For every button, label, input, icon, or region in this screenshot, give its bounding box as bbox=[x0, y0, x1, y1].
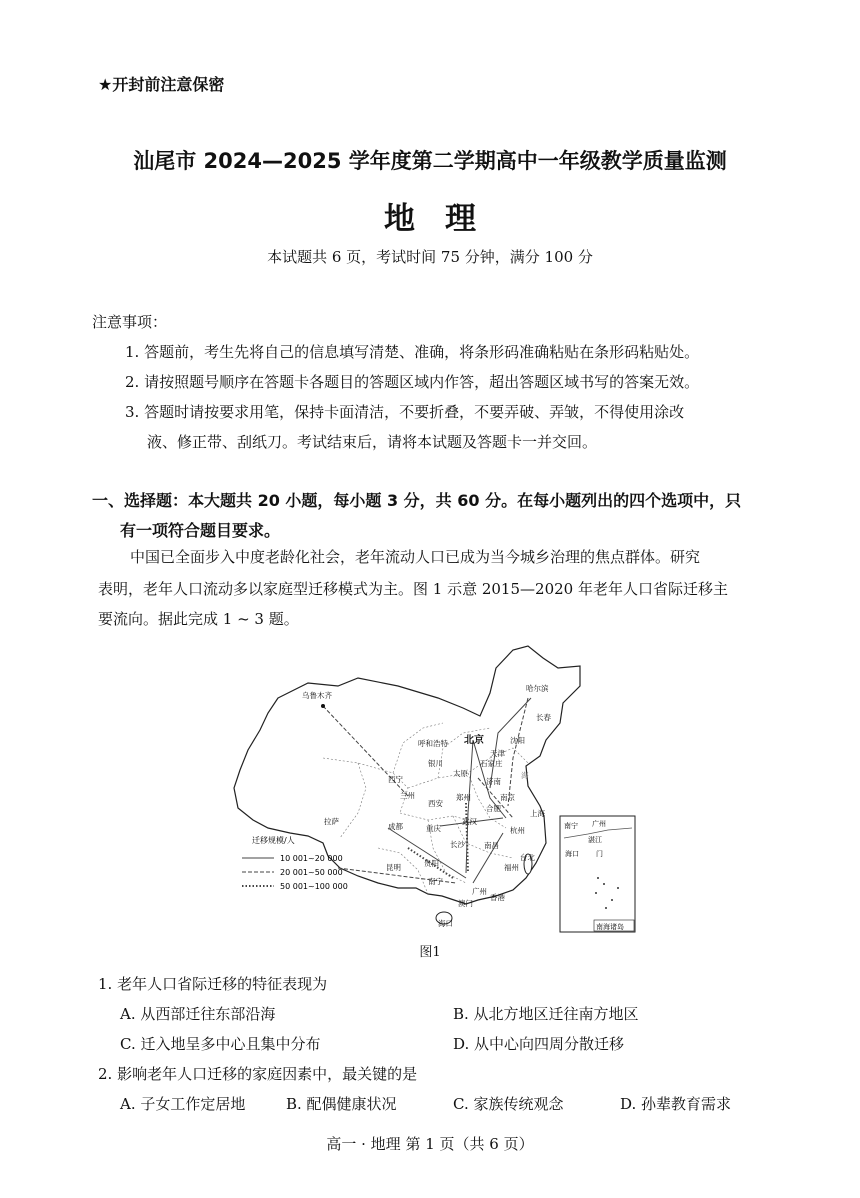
city-hohhot: 呼和浩特 bbox=[418, 739, 448, 748]
city-macao: 澳门 bbox=[458, 899, 473, 908]
exam-title: 汕尾市 2024—2025 学年度第二学期高中一年级教学质量监测 bbox=[133, 149, 727, 173]
city-shenyang: 沈阳 bbox=[510, 736, 525, 745]
city-chengdu: 成都 bbox=[388, 822, 403, 831]
city-nanning: 南宁 bbox=[428, 877, 443, 886]
legend-item-1: 10 001~20 000 bbox=[280, 854, 343, 863]
material-line-3: 要流向。据此完成 1 ~ 3 题。 bbox=[98, 610, 299, 628]
city-xining: 西宁 bbox=[388, 775, 403, 784]
secret-mark: ★开封前注意保密 bbox=[98, 75, 225, 94]
note-item-1: 1. 答题前，考生先将自己的信息填写清楚、准确，将条形码准确粘贴在条形码粘贴处。 bbox=[125, 343, 700, 361]
legend-title: 迁移规模/人 bbox=[252, 836, 295, 845]
inset-title: 南海诸岛 bbox=[596, 923, 624, 931]
page-footer: 高一 · 地理 第 1 页（共 6 页） bbox=[326, 1135, 534, 1153]
legend-item-3: 50 001~100 000 bbox=[280, 882, 348, 891]
city-hefei: 合肥 bbox=[486, 804, 501, 813]
section-title-line1: 一、选择题：本大题共 20 小题，每小题 3 分，共 60 分。在每小题列出的四个选项中，只 bbox=[92, 491, 742, 510]
city-guiyang: 贵阳 bbox=[424, 859, 439, 868]
migration-map bbox=[228, 638, 638, 935]
city-lanzhou: 兰州 bbox=[400, 791, 415, 800]
question-2-option-d[interactable]: D. 孙辈教育需求 bbox=[620, 1095, 732, 1113]
city-guangzhou: 广州 bbox=[472, 887, 487, 896]
south-china-sea-inset bbox=[560, 816, 635, 932]
section-title bbox=[92, 486, 741, 546]
city-urumqi: 乌鲁木齐 bbox=[302, 691, 332, 700]
city-changsha: 长沙 bbox=[450, 840, 465, 849]
question-2-option-a[interactable]: A. 子女工作定居地 bbox=[120, 1095, 246, 1113]
inset-guangzhou: 广州 bbox=[592, 820, 606, 828]
city-hongkong: 香港 bbox=[490, 893, 505, 902]
city-yinchuan: 银川 bbox=[428, 759, 443, 768]
inset-zhanjiang: 湛江 bbox=[588, 836, 602, 844]
city-nanchang: 南昌 bbox=[484, 841, 499, 850]
city-hangzhou: 杭州 bbox=[510, 826, 525, 835]
city-tianjin: 天津 bbox=[490, 749, 505, 758]
material-line-2: 表明，老年人口流动多以家庭型迁移模式为主。图 1 示意 2015—2020 年老年人口省际迁移主 bbox=[98, 580, 728, 598]
question-1-option-c[interactable]: C. 迁入地呈多中心且集中分布 bbox=[120, 1035, 321, 1053]
city-lhasa: 拉萨 bbox=[324, 817, 339, 826]
inset-haikou: 海口 bbox=[565, 850, 579, 858]
city-taiyuan: 太原 bbox=[453, 769, 468, 778]
question-1-option-a[interactable]: A. 从西部迁往东部沿海 bbox=[120, 1005, 276, 1023]
note-item-3-cont: 液、修正带、刮纸刀。考试结束后，请将本试题及答题卡一并交回。 bbox=[147, 433, 598, 451]
inset-men: 门 bbox=[596, 850, 603, 858]
note-item-3: 3. 答题时请按要求用笔，保持卡面清洁，不要折叠，不要弄破、弄皱，不得使用涂改 bbox=[125, 403, 685, 421]
city-kunming: 昆明 bbox=[386, 863, 401, 872]
sea-label: 海 bbox=[521, 771, 529, 780]
city-shanghai: 上海 bbox=[530, 809, 545, 818]
question-2-option-b[interactable]: B. 配偶健康状况 bbox=[286, 1095, 397, 1113]
material-line-1: 中国已全面步入中度老龄化社会，老年流动人口已成为当今城乡治理的焦点群体。研究 bbox=[130, 548, 701, 566]
city-fuzhou: 福州 bbox=[504, 863, 519, 872]
subject-title: 地理 bbox=[384, 201, 506, 237]
figure-caption: 图1 bbox=[419, 945, 441, 960]
inset-nanning: 南宁 bbox=[564, 822, 578, 830]
question-1-stem: 1. 老年人口省际迁移的特征表现为 bbox=[98, 975, 328, 993]
city-nanjing: 南京 bbox=[500, 793, 515, 802]
city-zhengzhou: 郑州 bbox=[456, 793, 471, 802]
city-wuhan: 武汉 bbox=[462, 817, 477, 826]
city-beijing: 北京 bbox=[464, 735, 484, 746]
question-1-option-b[interactable]: B. 从北方地区迁往南方地区 bbox=[453, 1005, 639, 1023]
city-dot bbox=[321, 704, 325, 708]
question-2-option-c[interactable]: C. 家族传统观念 bbox=[453, 1095, 564, 1113]
note-item-2: 2. 请按照题号顺序在答题卡各题目的答题区域内作答，超出答题区域书写的答案无效。 bbox=[125, 373, 700, 391]
legend-item-2: 20 001~50 000 bbox=[280, 868, 343, 877]
city-xian: 西安 bbox=[428, 799, 443, 808]
city-shijiazhuang: 石家庄 bbox=[480, 759, 503, 768]
city-chongqing: 重庆 bbox=[426, 824, 441, 833]
section-title-line2: 有一项符合题目要求。 bbox=[120, 521, 281, 540]
question-1-option-d[interactable]: D. 从中心向四周分散迁移 bbox=[453, 1035, 625, 1053]
city-haikou: 海口 bbox=[438, 919, 453, 928]
notes-title: 注意事项： bbox=[92, 313, 168, 331]
city-taipei: 台北 bbox=[520, 853, 535, 862]
city-jinan: 济南 bbox=[486, 777, 501, 786]
exam-info: 本试题共 6 页，考试时间 75 分钟，满分 100 分 bbox=[267, 248, 593, 266]
city-harbin: 哈尔滨 bbox=[526, 684, 549, 693]
question-2-stem: 2. 影响老年人口迁移的家庭因素中，最关键的是 bbox=[98, 1065, 418, 1083]
city-changchun: 长春 bbox=[536, 713, 551, 722]
